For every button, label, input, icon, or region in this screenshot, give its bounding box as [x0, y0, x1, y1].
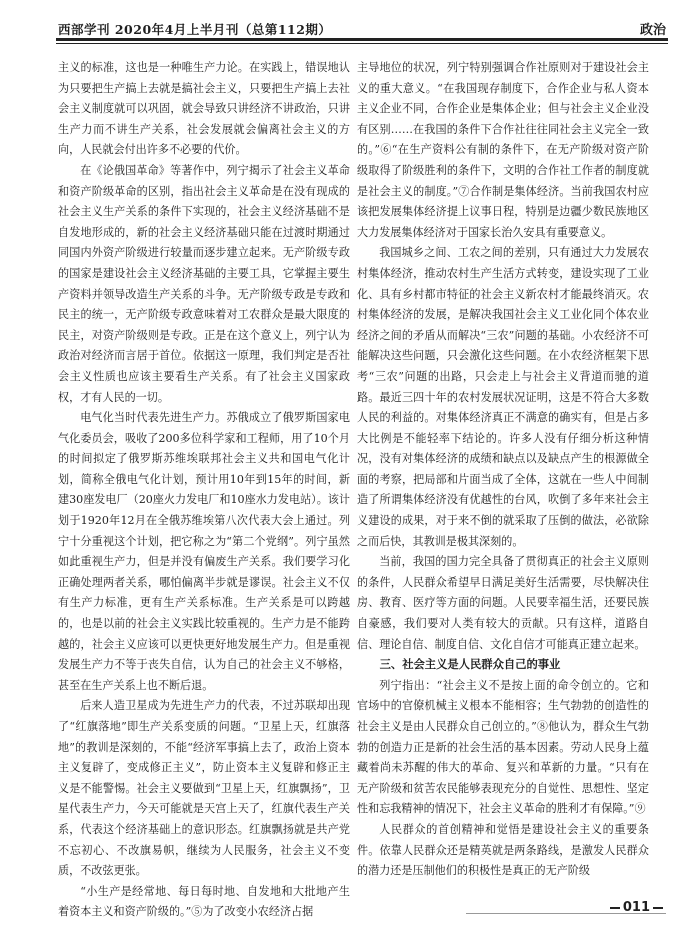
- body-paragraph: 列宁指出：“社会主义不是按上面的命令创立的。它和官场中的官僚机械主义根本不能相容；生气勃勃的创造性的社会主义是由人民群众自己创立的。”⑧他认为，群众生气勃勃的创造力正是新的社会生活的基本因素。劳动人民身上蕴藏着尚未苏醒的伟大的革命、复兴和革新的力量。“只有在无产阶级和贫苦农民能够表现充分的自觉性、思想性、坚定性和忘我精神的情况下，社会主义革命的胜利才有保障。”⑨: [357, 678, 649, 816]
- right-column: [357, 58, 649, 882]
- page-number-dash-left: [610, 907, 620, 909]
- page-number: [607, 900, 666, 915]
- header-rule-thick: [56, 38, 668, 41]
- section-label: 政治: [639, 23, 666, 38]
- page-header: [0, 0, 700, 44]
- page-number-text: 011: [622, 900, 650, 915]
- body-paragraph: 主义的标准，这也是一种唯生产力论。在实践上，错误地认为只要把生产搞上去就是搞社会主义，只要把生产搞上去社会主义制度就可以巩固，就会导致只讲经济不讲政治，只讲生产力而不讲生产关系，社会发展就会偏离社会主义的方向，人民就会付出许多不必要的代价。: [58, 61, 350, 157]
- body-paragraph: 后来人造卫星成为先进生产力的代表，不过苏联却出现了“红旗落地”即生产关系变质的问题。“卫星上天，红旗落地”的教训是深刻的，不能“经济军事搞上去了，政治上资本主义复辟了，变成修正主义”，防止资本主义复辟和修正主义是不能警惕。社会主义要做到“卫星上天，红旗飘扬”，卫星代表生产力，今天可能就是天宫上天了，红旗代表生产关系，代表这个经济基础上的意识形态。红旗飘扬就是共产党不忘初心、不改旗易帜，继续为人民服务，社会主义不变质，不改弦更张。: [58, 699, 350, 878]
- body-paragraph: “小生产是经常地、每日每时地、自发地和大批地产生着资本主义和资产阶级的。”⑤为了改变小农经济占据: [58, 884, 350, 919]
- journal-masthead: 西部学刊 2020年4月上半月刊（总第112期）: [58, 22, 332, 37]
- section-heading: 三、社会主义是人民群众自己的事业: [379, 658, 561, 672]
- body-paragraph: 在《论俄国革命》等著作中，列宁揭示了社会主义革命和资产阶级革命的区别，指出社会主义革命是在没有现成的社会主义生产关系的条件下实现的，社会主义经济基础不是自发地形成的，新的社会主义经济基础只能在过渡时期通过同国内外资产阶级进行较量而逐步建立起来。无产阶级专政的国家是建设社会主义经济基础的主要工具，它掌握主要生产资料并领导改造生产关系的斗争。无产阶级专政是专政和民主的统一，无产阶级专政意味着对工农群众是最大限度的民主，对资产阶级则是专政。正是在这个意义上，列宁认为政治对经济而言居于首位。依据这一原理，我们判定是否社会主义性质也应该主要看生产关系。有了社会主义国家政权，才有人民的一切。: [58, 163, 350, 404]
- body-paragraph: 当前，我国的国力完全具备了贯彻真正的社会主义原则的条件，人民群众希望早日满足美好生活需要，尽快解决住房、教育、医疗等方面的问题。人民要幸福生活，还要民族自豪感，我们要对人类有较大的贡献。只有这样，道路自信、理论自信、制度自信、文化自信才可能真正建立起来。: [357, 555, 649, 651]
- header-rule-thin: [56, 43, 668, 44]
- body-paragraph: 我国城乡之间、工农之间的差别，只有通过大力发展农村集体经济，推动农村生产生活方式转变，建设实现了工业化、具有乡村都市特征的社会主义新农村才能最终消灭。农村集体经济的发展，是解决我国社会主义工业化同个体农业经济之间的矛盾从而解决“三农”问题的基础。小农经济不可能解决这些问题，只会激化这些问题。在小农经济框架下思考“三农”问题的出路，只会走上与社会主义背道而驰的道路。最近三四十年的农村发展状况证明，这是不符合大多数人民的利益的。对集体经济真正不满意的确实有，但是占多大比例是不能轻率下结论的。许多人没有仔细分析这种情况，没有对集体经济的成绩和缺点以及缺点产生的根源做全面的考察，把局部和片面当成了全体，这就在一些人中间制造了所谓集体经济没有优越性的台风，吹倒了多年来社会主义建设的成果，对于来不倒的就采取了压倒的做法，必欲除之而后快，其教训是极其深刻的。: [357, 246, 649, 548]
- page-number-dash-right: [653, 907, 663, 909]
- body-paragraph: 主导地位的状况，列宁特别强调合作社原则对于建设社会主义的重大意义。“在我国现存制度下，合作企业与私人资本主义企业不同，合作企业是集体企业；但与社会主义企业没有区别……在我国的条件下合作社往往同社会主义完全一致的。”⑥“在生产资料公有制的条件下，在无产阶级对资产阶级取得了阶级胜利的条件下，文明的合作社工作者的制度就是社会主义的制度。”⑦合作制是集体经济。当前我国农村应该把发展集体经济提上议事日程，特别是边疆少数民族地区大力发展集体经济对于国家长治久安具有重要意义。: [357, 61, 649, 239]
- body-paragraph: 人民群众的首创精神和觉悟是建设社会主义的重要条件。依靠人民群众还是精英就是两条路线，是激发人民群众的潜力还是压制他们的积极性是真正的无产阶级: [357, 822, 649, 878]
- body-paragraph: 电气化当时代表先进生产力。苏俄成立了俄罗斯国家电气化委员会，吸收了200多位科学家和工程师，用了10个月的时间拟定了俄罗斯苏维埃联邦社会主义共和国电气化计划，简称全俄电气化计划，预计用10年到15年的时间，新建30座发电厂（20座火力发电厂和10座水力发电站）。该计划于1920年12月在全俄苏维埃第八次代表大会上通过。列宁十分重视这个计划，把它称之为“第二个党纲”。列宁虽然如此重视生产力，但是并没有偏废生产关系。我们要学习化正确处理两者关系，哪怕偏离半步就是谬误。社会主义不仅有生产力标准，更有生产关系标准。生产关系是可以跨越的，也是以前的社会主义实践比较重视的。生产力是不能跨越的，社会主义应该可以更快更好地发展生产力。但是重视发展生产力不等于丧失自信，认为自己的社会主义不够格，甚至在生产关系上也不断后退。: [58, 411, 350, 692]
- left-column: [58, 58, 350, 923]
